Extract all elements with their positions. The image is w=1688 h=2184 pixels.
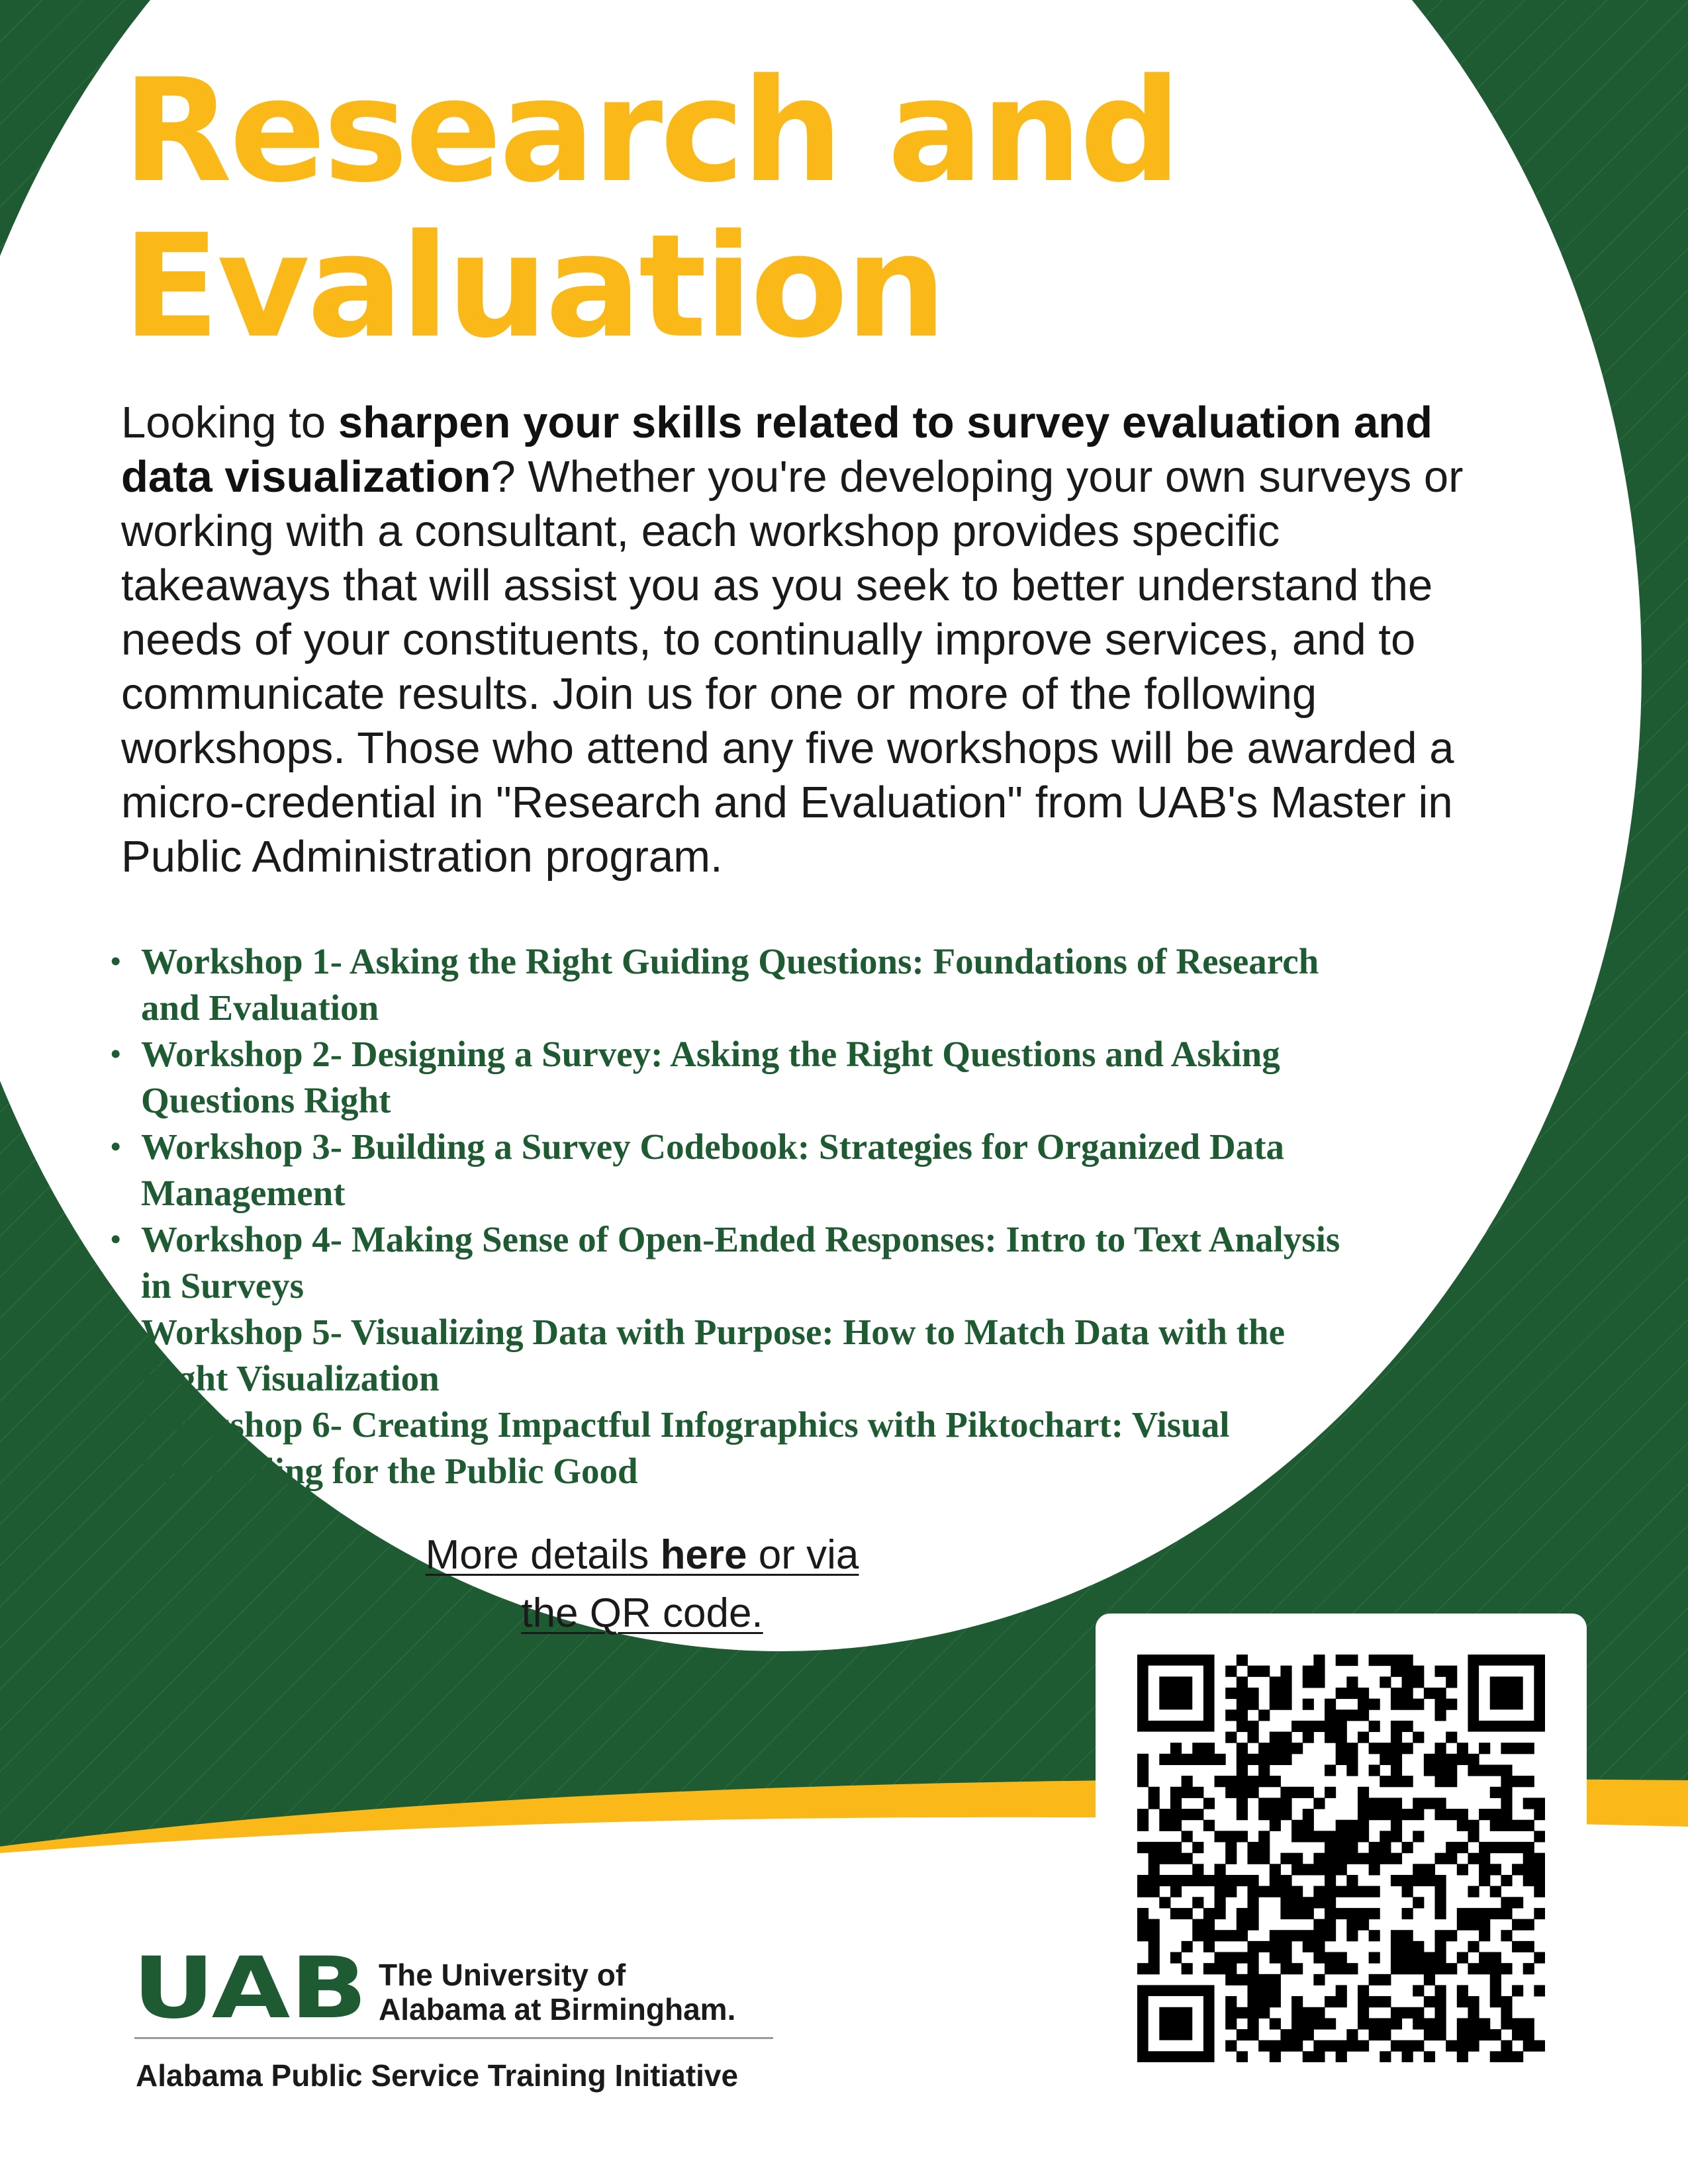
workshop-label: Workshop 3- bbox=[141, 1126, 343, 1167]
intro-highlight: sharpen your skills related to survey evaluation and data visualization bbox=[121, 398, 1433, 502]
bullet-icon: • bbox=[111, 1316, 121, 1348]
workshop-title: Creating Impactful Infographics with Piktochart: Visual Storytelling for the Public Good bbox=[141, 1404, 1230, 1491]
university-name-line-2: Alabama at Birmingham. bbox=[379, 1992, 736, 2026]
bullet-icon: • bbox=[111, 1038, 121, 1070]
workshop-label: Workshop 5- bbox=[141, 1312, 343, 1352]
workshop-item-3 bbox=[108, 1124, 1366, 1216]
details-here-link[interactable]: here bbox=[660, 1532, 747, 1578]
title-line-1: Research and bbox=[122, 48, 1179, 214]
details-suffix: or via bbox=[747, 1532, 859, 1578]
workshop-title: Making Sense of Open-Ended Responses: Intro to Text Analysis in Surveys bbox=[141, 1219, 1340, 1306]
more-details[interactable] bbox=[371, 1526, 914, 1643]
workshop-title: Asking the Right Guiding Questions: Foundations of Research and Evaluation bbox=[141, 941, 1319, 1028]
workshop-title: Designing a Survey: Asking the Right Questions and Asking Questions Right bbox=[141, 1034, 1280, 1120]
bullet-icon: • bbox=[111, 945, 121, 978]
workshop-label: Workshop 2- bbox=[141, 1034, 343, 1074]
qr-code-card[interactable] bbox=[1096, 1614, 1587, 2171]
more-details-line-2[interactable]: the QR code. bbox=[521, 1590, 763, 1636]
workshop-list bbox=[108, 938, 1366, 1494]
workshop-label: Workshop 1- bbox=[141, 941, 343, 981]
intro-lead: Looking to bbox=[121, 398, 338, 447]
more-details-line-1[interactable] bbox=[426, 1532, 859, 1578]
bullet-icon: • bbox=[111, 1408, 121, 1441]
divider bbox=[134, 2037, 773, 2039]
qr-code-icon[interactable] bbox=[1137, 1655, 1545, 2062]
university-name-line-1: The University of bbox=[379, 1958, 626, 1992]
initiative-name: Alabama Public Service Training Initiative bbox=[136, 2058, 739, 2093]
uab-logo-icon bbox=[132, 1952, 371, 2026]
bullet-icon: • bbox=[111, 1223, 121, 1255]
page-title bbox=[122, 48, 1179, 369]
intro-body: ? Whether you're developing your own surveys or working with a consultant, each workshop provides specific takeaways that will assist you as you seek to better understand the needs of your constituents, to continually improve services, and to communicate results. Join us for one or more of the following workshops. Those who attend any five workshops will be awarded a micro-credential in "Research and Evaluation" from UAB's Master in Public Administration program. bbox=[121, 452, 1464, 882]
workshop-item-4 bbox=[108, 1216, 1366, 1309]
title-line-2: Evaluation bbox=[122, 203, 945, 369]
details-prefix: More details bbox=[425, 1532, 661, 1578]
workshop-title: Building a Survey Codebook: Strategies for Organized Data Management bbox=[141, 1126, 1285, 1213]
workshop-title: Visualizing Data with Purpose: How to Match Data with the Right Visualization bbox=[141, 1312, 1285, 1398]
workshop-item-2 bbox=[108, 1031, 1366, 1124]
workshop-item-1 bbox=[108, 938, 1366, 1031]
university-name bbox=[379, 1958, 735, 2026]
intro-paragraph bbox=[121, 396, 1472, 884]
workshop-label: Workshop 6- bbox=[141, 1404, 343, 1445]
uab-logo-text: UAB bbox=[132, 1952, 367, 2026]
bullet-icon: • bbox=[111, 1130, 121, 1163]
workshop-label: Workshop 4- bbox=[141, 1219, 343, 1259]
workshop-item-5 bbox=[108, 1309, 1366, 1402]
workshop-item-6 bbox=[108, 1402, 1366, 1494]
